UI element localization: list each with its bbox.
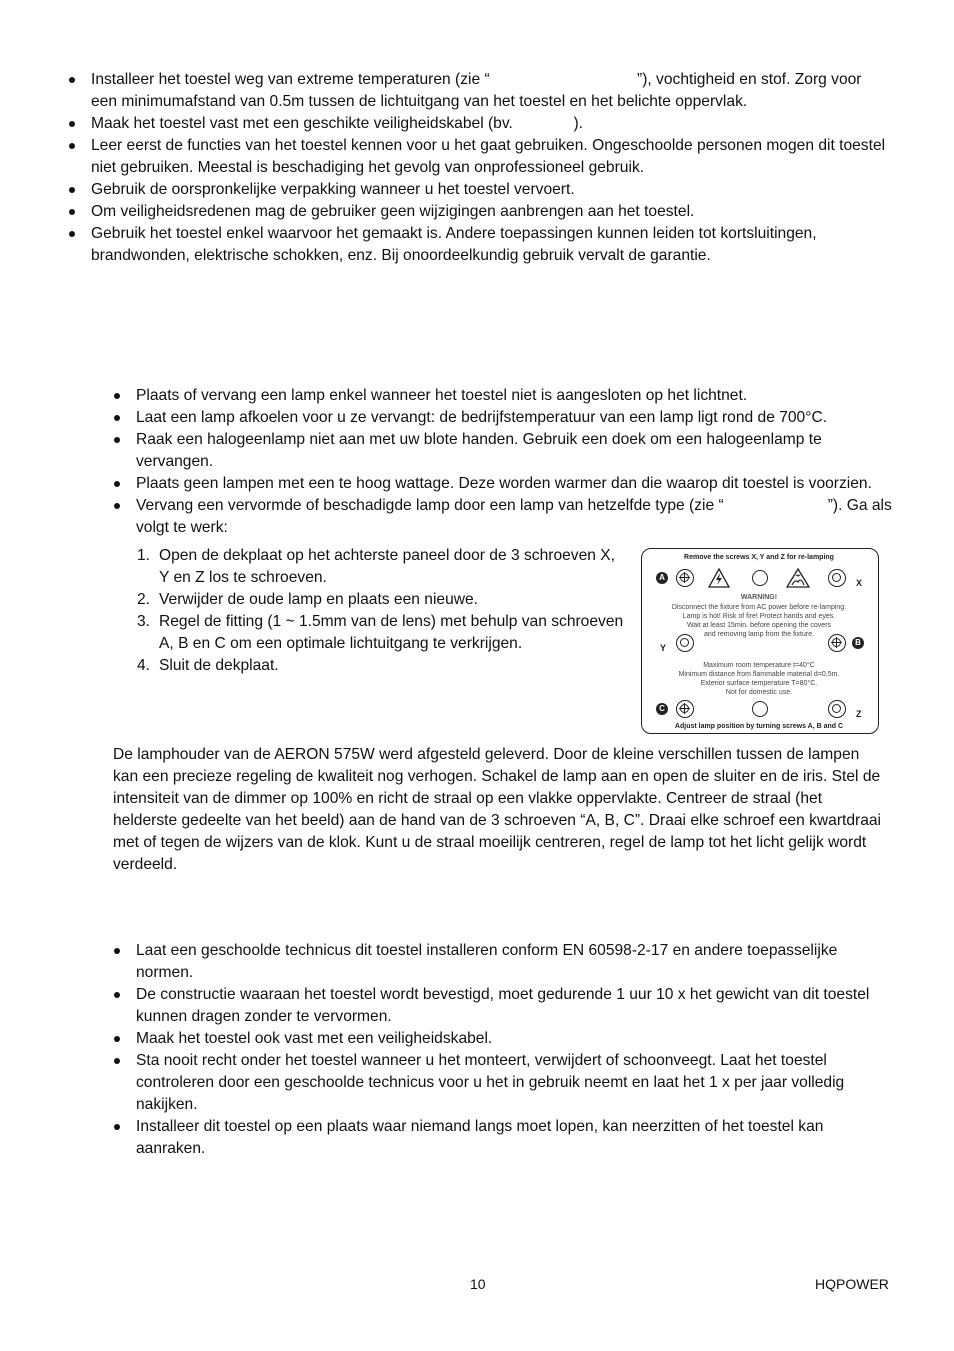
info-line: Exterior surface temperature T=80°C. [700,680,818,687]
step-text: Regel de fitting (1 ~ 1.5mm van de lens) met behulp van schroeven A, B en C om een optimale lichtuitgang te verkrijgen. [159,613,624,652]
warning-line: Wait at least 15min. before opening the covers [686,622,832,629]
indicator-circle-icon [752,701,768,717]
list-item: Om veiligheidsredenen mag de gebruiker geen wijzigingen aanbrengen aan het toestel. [91,201,891,223]
screw-z-icon [828,700,846,718]
list-item: Installeer dit toestel op een plaats waar niemand langs moet lopen, kan neerzitten of het toestel kan aanraken. [136,1116,896,1160]
step-item [137,545,627,589]
warning-line: Disconnect the fixture from AC power before re-lamping. [671,604,847,611]
list-item: De constructie waaraan het toestel wordt bevestigd, moet gedurende 1 uur 10 x het gewicht van dit toestel kunnen dragen zonder te vervormen. [136,984,896,1028]
list-item: Plaats geen lampen met een te hoog wattage. Deze worden warmer dan die waarop dit toestel is voorzien. [136,473,896,495]
brand-name: HQPOWER [815,1276,889,1292]
screw-y-icon [676,634,694,652]
screw-a-icon [676,569,694,587]
warning-line: Lamp is hot! Risk of fire! Protect hands and eyes. [682,613,836,620]
lamp-replacement-list [136,385,896,539]
list-item: Laat een lamp afkoelen voor u ze vervangt: de bedrijfstemperatuur van een lamp ligt rond de 700°C. [136,407,896,429]
screw-label-a: A [656,572,668,584]
step-item [137,655,627,677]
step-number: 2. [137,591,151,608]
screw-label-y: Y [660,643,667,653]
relamping-label-illustration [641,548,879,734]
screw-label-b: B [852,637,864,649]
info-line: Maximum room temperature t=40°C [703,662,815,669]
list-item: Installeer het toestel weg van extreme temperaturen (zie “ ”), vochtigheid en stof. Zorg voor een minimumafstand van 0.5m tussen de lichtuitgang van het toestel en het belichte oppervlak. [91,69,891,113]
list-item: Maak het toestel ook vast met een veiligheidskabel. [136,1028,896,1050]
screw-label-z: Z [856,709,862,719]
list-item: Laat een geschoolde technicus dit toestel installeren conform EN 60598-2-17 en andere toepasselijke normen. [136,940,896,984]
electric-warning-icon [708,568,730,588]
indicator-circle-icon [752,570,768,586]
warning-line: and removing lamp from the fixture. [703,631,815,638]
step-text: Open de dekplaat op het achterste paneel door de 3 schroeven X, Y en Z los te schroeven. [159,547,616,586]
list-item: Gebruik het toestel enkel waarvoor het gemaakt is. Andere toepassingen kunnen leiden tot kortsluitingen, brandwonden, elektrische schokken, enz. Bij onoordeelkundig gebruik vervalt de garantie. [91,223,891,267]
step-text: Verwijder de oude lamp en plaats een nieuwe. [159,591,479,608]
step-number: 3. [137,613,151,630]
step-item [137,589,627,611]
screw-label-x: X [856,578,863,588]
lamp-adjustment-paragraph: De lamphouder van de AERON 575W werd afgesteld geleverd. Door de kleine verschillen tussen de lampen kan een precieze regeling de kwaliteit nog verhogen. Schakel de lamp aan en open de sluiter en de iris. Stel de intensiteit van de dimmer op 100% en richt de straal op een vlakke oppervlakte. Centreer de straal (het helderste gedeelte van het beeld) aan de hand van de 3 schroeven “A, B, C”. Draai elke schroef een kwartdraai met of tegen de wijzers van de klok. Kunt u de straal moeilijk centreren, regel de lamp tot het licht gelijk wordt verdeeld. [113,746,882,873]
sticker-header: Remove the screws X, Y and Z for re-lamping [684,554,834,561]
step-number: 4. [137,657,151,674]
safety-list [91,69,891,267]
info-line: Minimum distance from flammable material d=0,5m. [678,671,840,678]
sticker-footer: Adjust lamp position by turning screws A, B and C [674,723,844,730]
list-item: Maak het toestel vast met een geschikte veiligheidskabel (bv. ). [91,113,891,135]
step-item [137,611,627,655]
screw-c-icon [676,700,694,718]
step-number: 1. [137,547,151,564]
screw-label-c: C [656,703,668,715]
info-line: Not for domestic use. [725,689,793,696]
list-item: Sta nooit recht onder het toestel wanneer u het monteert, verwijdert of schoonveegt. Laat het toestel controleren door een geschoolde technicus voor u het in gebruik neemt en laat het 1 x per jaar volledig nakijken. [136,1050,896,1116]
page-number: 10 [470,1276,486,1292]
list-item: Gebruik de oorspronkelijke verpakking wanneer u het toestel vervoert. [91,179,891,201]
list-item: Vervang een vervormde of beschadigde lamp door een lamp van hetzelfde type (zie “ ”). Ga als volgt te werk: [136,495,896,539]
step-text: Sluit de dekplaat. [159,657,279,674]
hot-surface-warning-icon [786,568,810,588]
screw-b-icon [828,634,846,652]
list-item: Raak een halogeenlamp niet aan met uw blote handen. Gebruik een doek om een halogeenlamp te vervangen. [136,429,896,473]
warning-title: WARNING! [740,594,778,601]
screw-x-icon [828,569,846,587]
installation-list [136,940,896,1160]
list-item: Plaats of vervang een lamp enkel wanneer het toestel niet is aangesloten op het lichtnet. [136,385,896,407]
list-item: Leer eerst de functies van het toestel kennen voor u het gaat gebruiken. Ongeschoolde personen mogen dit toestel niet gebruiken. Meestal is beschadiging het gevolg van onprofessioneel gebruik. [91,135,891,179]
relamping-steps [137,545,627,677]
